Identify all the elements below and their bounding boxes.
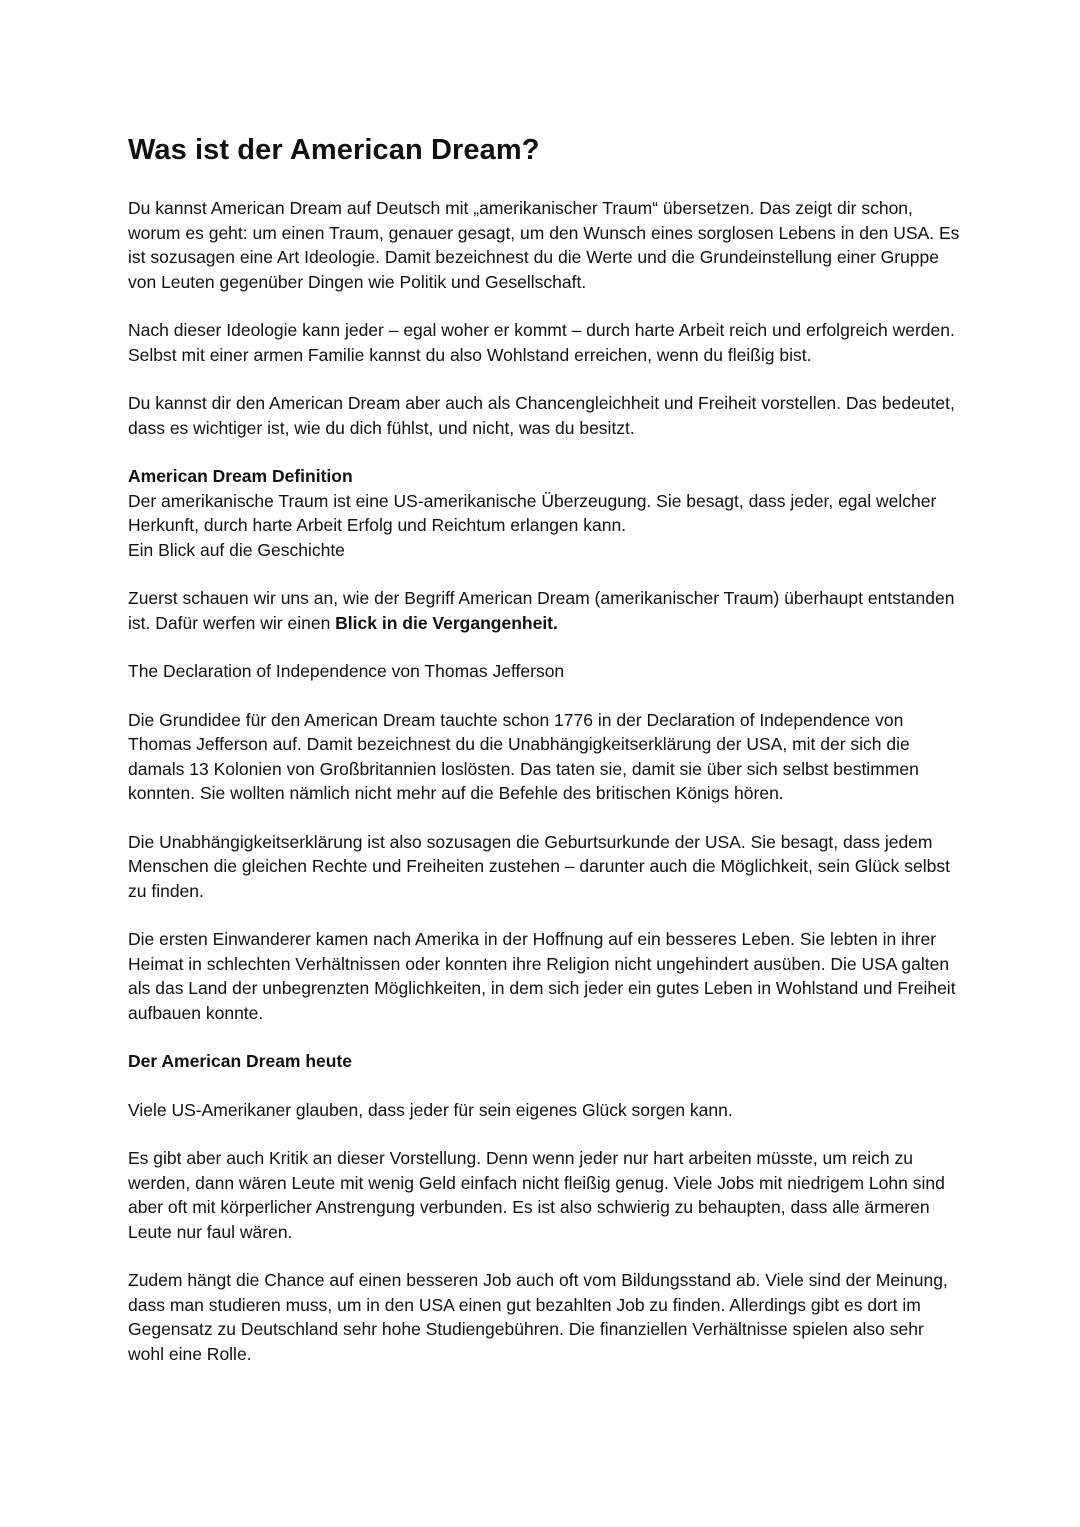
paragraph-education: Zudem hängt die Chance auf einen besseren Job auch oft vom Bildungsstand ab. Viele sind der Meinung, dass man studieren muss, um in den USA einen gut bezahlten Job zu finden. Allerdings gibt es dort im Gegensatz zu Deutschland sehr hohe Studiengebühren. Die finanziellen Verhältnisse spielen also sehr wohl eine Rolle. bbox=[128, 1270, 948, 1364]
paragraph-ideology: Nach dieser Ideologie kann jeder – egal woher er kommt – durch harte Arbeit reich und erfolgreich werden. Selbst mit einer armen Familie kannst du also Wohlstand erreichen, wenn du fleißig bist. bbox=[128, 320, 955, 365]
paragraph-history bbox=[128, 586, 960, 635]
paragraph-immigrants: Die ersten Einwanderer kamen nach Amerika in der Hoffnung auf ein besseres Leben. Sie lebten in ihrer Heimat in schlechten Verhältnissen oder konnten ihre Religion nicht ungehindert ausüben. Die USA galten als das Land der unbegrenzten Möglichkeiten, in dem sich jeder ein gutes Leben in Wohlstand und Freiheit aufbauen konnte. bbox=[128, 929, 956, 1023]
paragraph-history-bold: Blick in die Vergangenheit. bbox=[335, 612, 558, 633]
page-title: Was ist der American Dream? bbox=[128, 134, 540, 166]
paragraph-criticism: Es gibt aber auch Kritik an dieser Vorstellung. Denn wenn jeder nur hart arbeiten müsste, um reich zu werden, dann wären Leute mit wenig Geld einfach nicht fleißig genug. Viele Jobs mit niedrigem Lohn sind aber oft mit körperlicher Anstrengung verbunden. Es ist also schwierig zu behaupten, dass alle ärmeren Leute nur faul wären. bbox=[128, 1148, 945, 1242]
paragraph-birth-certificate: Die Unabhängigkeitserklärung ist also sozusagen die Geburtsurkunde der USA. Sie besagt, dass jedem Menschen die gleichen Rechte und Freiheiten zustehen – darunter auch die Möglichkeit, sein Glück selbst zu finden. bbox=[128, 831, 951, 901]
paragraph-intro: Du kannst American Dream auf Deutsch mit „amerikanischer Traum“ übersetzen. Das zeigt dir schon, worum es geht: um einen Traum, genauer gesagt, um den Wunsch eines sorglosen Lebens in den USA. Es ist sozusagen eine Art Ideologie. Damit bezeichnest du die Werte und die Grundeinstellung einer Gruppe von Leuten gegenüber Dingen wie Politik und Gesellschaft. bbox=[128, 198, 960, 292]
history-line: Ein Blick auf die Geschichte bbox=[128, 539, 345, 560]
definition-text: Der amerikanische Traum ist eine US-amerikanische Überzeugung. Sie besagt, dass jeder, egal welcher Herkunft, durch harte Arbeit Erfolg und Reichtum erlangen kann. bbox=[128, 490, 937, 535]
paragraph-equality: Du kannst dir den American Dream aber auch als Chancengleichheit und Freiheit vorstellen. Das bedeutet, dass es wichtiger ist, wie du dich fühlst, und nicht, was du besitzt. bbox=[128, 393, 955, 438]
today-heading: Der American Dream heute bbox=[128, 1051, 353, 1071]
paragraph-history-text: Zuerst schauen wir uns an, wie der Begriff American Dream (amerikanischer Traum) überhaupt entstanden ist. Dafür werfen wir einen bbox=[128, 588, 955, 633]
declaration-heading: The Declaration of Independence von Thomas Jefferson bbox=[128, 661, 565, 681]
definition-heading: American Dream Definition bbox=[128, 466, 353, 486]
paragraph-belief: Viele US-Amerikaner glauben, dass jeder für sein eigenes Glück sorgen kann. bbox=[128, 1099, 733, 1120]
paragraph-declaration: Die Grundidee für den American Dream tauchte schon 1776 in der Declaration of Independence von Thomas Jefferson auf. Damit bezeichnest du die Unabhängigkeitserklärung der USA, mit der sich die damals 13 Kolonien von Großbritannien loslösten. Das taten sie, damit sie über sich selbst bestimmen konnten. Sie wollten nämlich nicht mehr auf die Befehle des britischen Königs hören. bbox=[128, 709, 919, 803]
definition-block bbox=[128, 464, 960, 562]
